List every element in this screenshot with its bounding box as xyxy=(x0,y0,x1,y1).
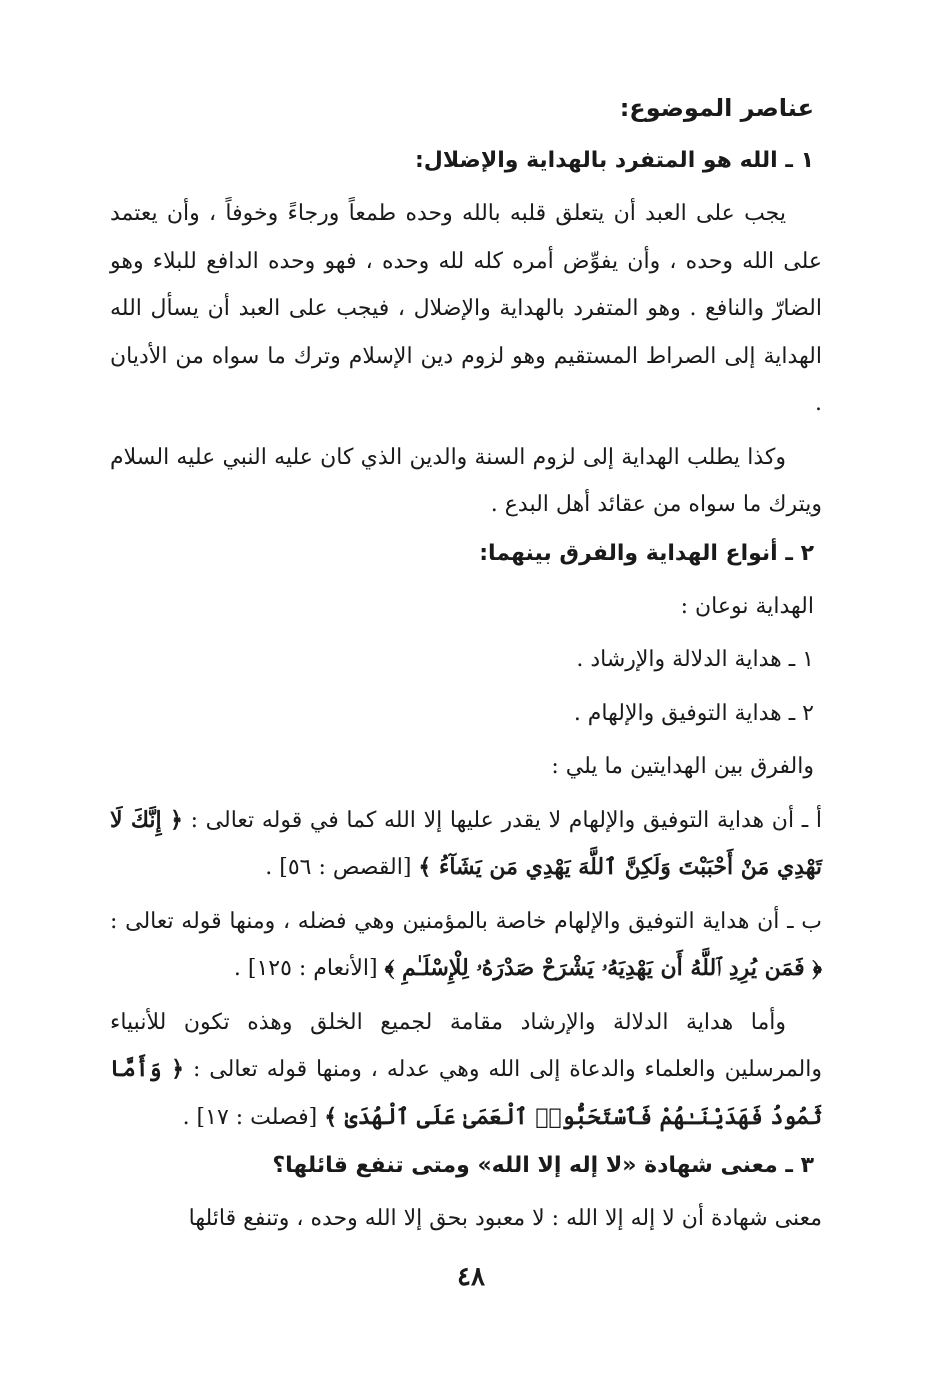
page-content xyxy=(110,88,822,1249)
point-b-text: ب ـ أن هداية التوفيق والإلهام خاصة بالمؤمنين وهي فضله ، ومنها قوله تعالى : xyxy=(110,908,822,934)
point-b-quote: ﴿ فَمَن يُرِدِ ٱللَّهُ أَن يَهْدِيَهُۥ يَشْرَحْ صَدْرَهُۥ لِلْإِسْلَـٰمِ ﴾ xyxy=(384,955,822,981)
point-a-ref: [القصص : ٥٦] . xyxy=(265,855,412,880)
point-a-quote: ﴿ إِنَّكَ لَا تَهْدِي مَنْ أَحْبَبْتَ وَلَكِنَّ ٱللَّهَ يَهْدِي مَن يَشَآءُ ﴾ xyxy=(110,806,822,880)
types-intro: الهداية نوعان : xyxy=(680,593,814,619)
point-a-text: أ ـ أن هداية التوفيق والإلهام لا يقدر عليها إلا الله كما في قوله تعالى : xyxy=(190,807,822,833)
difference-intro: والفرق بين الهدايتين ما يلي : xyxy=(551,754,814,779)
paragraph-3 xyxy=(110,999,822,1142)
section-title: عناصر الموضوع: xyxy=(619,94,814,122)
heading-2: ٢ ـ أنواع الهداية والفرق بينهما: xyxy=(479,540,814,566)
paragraph-3-ref: [فصلت : ١٧] . xyxy=(182,1104,318,1130)
paragraph-1: يجب على العبد أن يتعلق قلبه بالله وحده طمعاً ورجاءً وخوفاً ، وأن يعتمد على الله وحده ، وأن يفوِّض أمره كله لله وحده ، فهو وحده الدافع للبلاء وهو الضارّ والنافع . وهو المتفرد بالهداية والإضلال ، فيجب على العبد أن يسأل الله الهداية إلى الصراط المستقيم وهو لزوم دين الإسلام وترك ما سواه من الأديان . xyxy=(110,201,822,416)
page-number: ٤٨ xyxy=(457,1262,485,1292)
type-item-2: ٢ ـ هداية التوفيق والإلهام . xyxy=(573,700,814,726)
type-item-1: ١ ـ هداية الدلالة والإرشاد . xyxy=(576,647,814,672)
paragraph-3-quote: ﴿ وَأَمَّا ثَمُودُ فَهَدَيْنَـٰهُمْ فَٱسْتَحَبُّوا۟ ٱلْعَمَىٰ عَلَى ٱلْهُدَىٰ ﴾ xyxy=(110,1056,822,1130)
point-a xyxy=(110,797,822,892)
paragraph-2: وكذا يطلب الهداية إلى لزوم السنة والدين الذي كان عليه النبي عليه السلام ويترك ما سواه من عقائد أهل البدع . xyxy=(110,444,822,517)
point-b xyxy=(110,898,822,993)
paragraph-4: معنى شهادة أن لا إله إلا الله : لا معبود بحق إلا الله وحده ، وتنفع قائلها xyxy=(188,1206,822,1231)
paragraph-3-text: وأما هداية الدلالة والإرشاد مقامة لجميع الخلق وهذه تكون للأنبياء والمرسلين والعلماء والدعاة إلى الله وهي عدله ، ومنها قوله تعالى : xyxy=(110,1009,822,1082)
point-b-ref: [الأنعام : ١٢٥] . xyxy=(233,956,378,981)
heading-1: ١ ـ الله هو المتفرد بالهداية والإضلال: xyxy=(414,148,814,173)
heading-3: ٣ ـ معنى شهادة «لا إله إلا الله» ومتى تنفع قائلها؟ xyxy=(272,1153,814,1178)
